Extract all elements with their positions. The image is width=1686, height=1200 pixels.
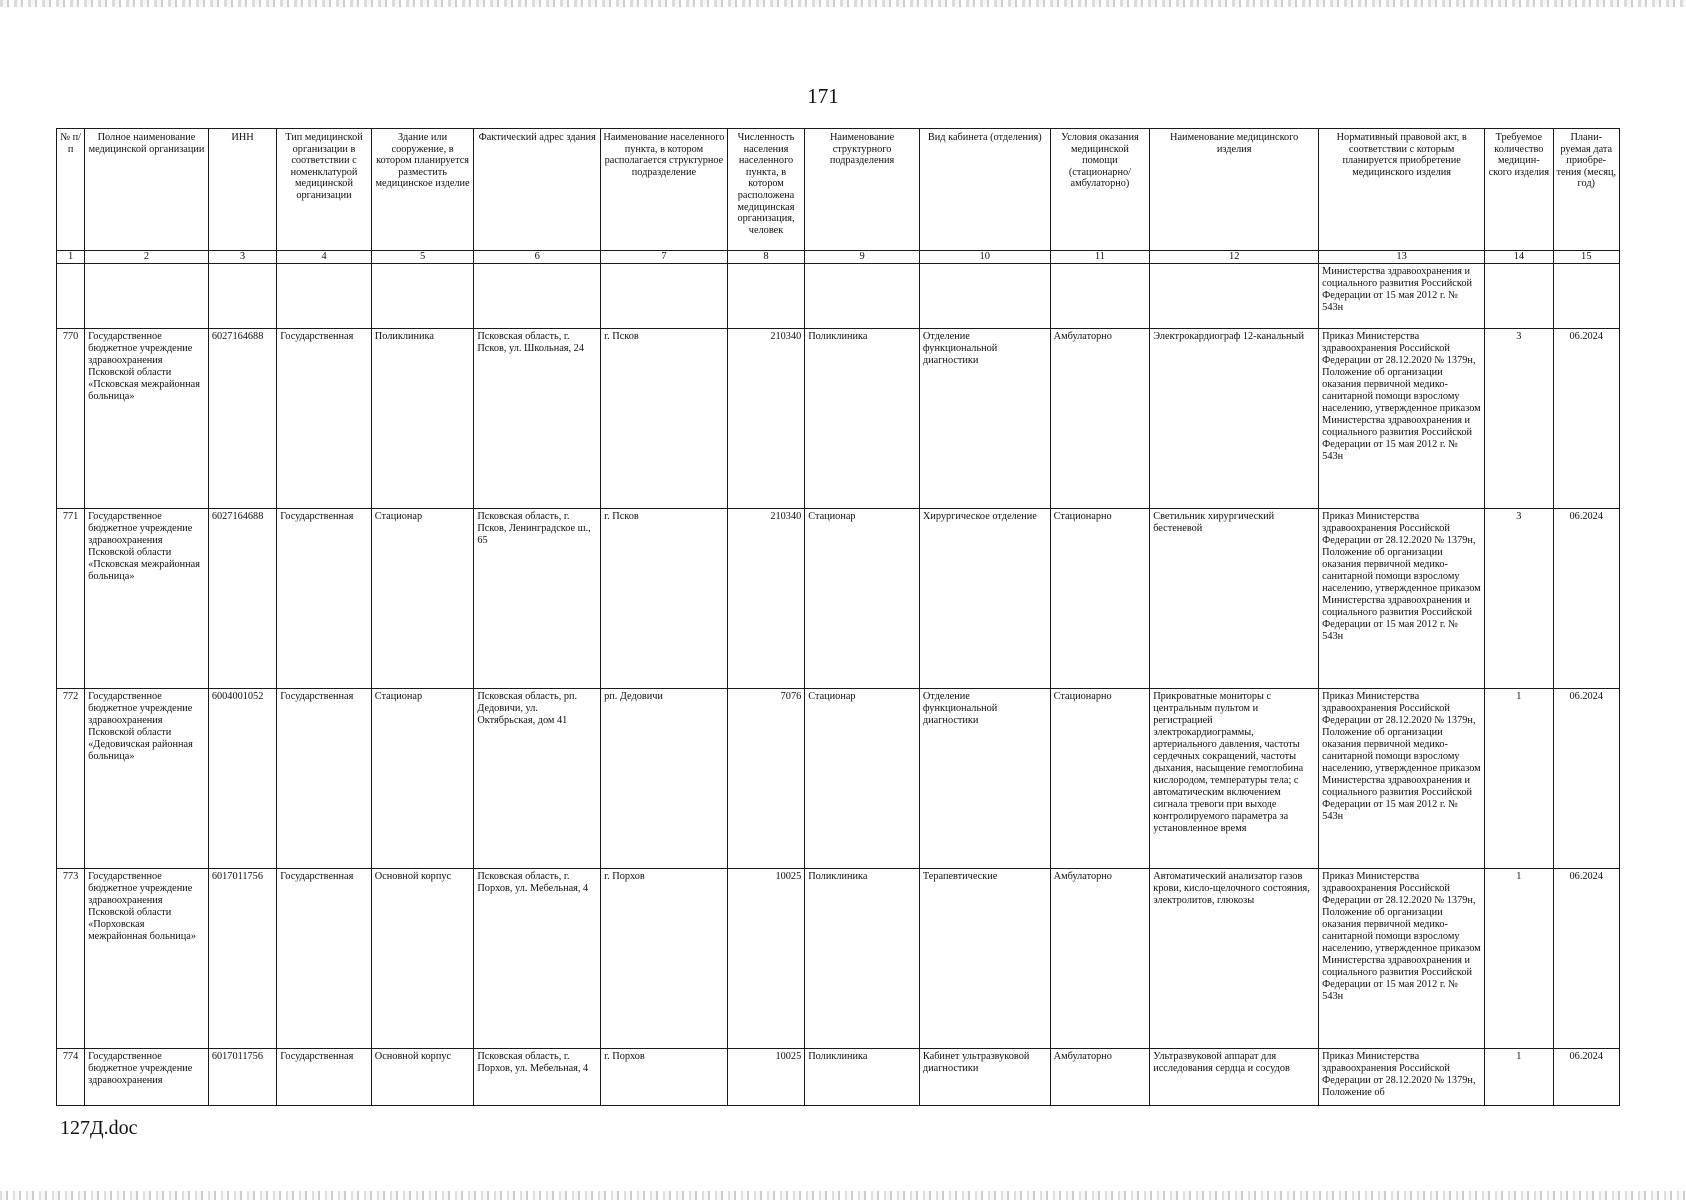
cell-address: Псковская область, рп. Дедовичи, ул. Октябрьская, дом 41	[474, 689, 601, 869]
cell-date: 06.2024	[1553, 329, 1619, 509]
table-row	[57, 1049, 1620, 1106]
cell-org: Государственное бюджетное учреждение здравоохранения Псковской области «Дедовичская районная больница»	[85, 689, 209, 869]
column-number: 13	[1319, 251, 1485, 264]
cell-building: Поликлиника	[371, 329, 474, 509]
cell-qty: 3	[1485, 509, 1553, 689]
header-locality: Наименование населенного пункта, в котором располагается структурное подразделение	[601, 129, 728, 251]
cell-type: Государственная	[277, 869, 372, 1049]
header-address: Фактический адрес здания	[474, 129, 601, 251]
cell-date: 06.2024	[1553, 689, 1619, 869]
table-row	[57, 329, 1620, 509]
cell-unit: Стационар	[805, 509, 920, 689]
cell-population: 7076	[727, 689, 804, 869]
cell-conditions: Стационарно	[1050, 689, 1150, 869]
column-number: 1	[57, 251, 85, 264]
cell-inn: 6017011756	[208, 1049, 276, 1106]
column-number: 4	[277, 251, 372, 264]
cell-office: Терапевтические	[919, 869, 1050, 1049]
cell-building: Стационар	[371, 689, 474, 869]
column-number: 12	[1150, 251, 1319, 264]
cell-device: Светильник хирургический бестеневой	[1150, 509, 1319, 689]
header-type: Тип медицинской организации в соответствии с номенклатурой медицинской организации	[277, 129, 372, 251]
header-inn: ИНН	[208, 129, 276, 251]
column-number-row	[57, 251, 1620, 264]
cell-inn: 6027164688	[208, 329, 276, 509]
table-row	[57, 689, 1620, 869]
cell-conditions: Амбулаторно	[1050, 1049, 1150, 1106]
header-org: Полное наименование медицинской организации	[85, 129, 209, 251]
cell-device: Электрокардиограф 12-канальный	[1150, 329, 1319, 509]
cell-address: Псковская область, г. Псков, Ленинградское ш., 65	[474, 509, 601, 689]
cell-office: Отделение функциональной диагностики	[919, 329, 1050, 509]
cell-qty: 1	[1485, 689, 1553, 869]
cell-act: Министерства здравоохранения и социального развития Российской Федерации от 15 мая 2012 г. № 543н	[1319, 264, 1485, 329]
cell-population: 10025	[727, 1049, 804, 1106]
cell-date: 06.2024	[1553, 1049, 1619, 1106]
cell-device: Ультразвуковой аппарат для исследования сердца и сосудов	[1150, 1049, 1319, 1106]
cell-address: Псковская область, г. Порхов, ул. Мебельная, 4	[474, 1049, 601, 1106]
header-building: Здание или сооружение, в котором планируется разместить медицинское изделие	[371, 129, 474, 251]
column-number: 5	[371, 251, 474, 264]
column-number: 3	[208, 251, 276, 264]
cell-type: Государственная	[277, 329, 372, 509]
medical-device-table	[56, 128, 1620, 1106]
column-number: 11	[1050, 251, 1150, 264]
header-date: Плани-руемая дата приобре-тения (месяц, год)	[1553, 129, 1619, 251]
header-act: Нормативный правовой акт, в соответствии с которым планируется приобретение медицинского изделия	[1319, 129, 1485, 251]
column-number: 15	[1553, 251, 1619, 264]
header-conditions: Условия оказания медицинской помощи (стационарно/ амбулаторно)	[1050, 129, 1150, 251]
cell-num: 774	[57, 1049, 85, 1106]
cell-num: 771	[57, 509, 85, 689]
cell-num: 772	[57, 689, 85, 869]
footer-filename: 127Д.doc	[60, 1117, 138, 1139]
column-number: 14	[1485, 251, 1553, 264]
cell-num: 770	[57, 329, 85, 509]
cell-act: Приказ Министерства здравоохранения Российской Федерации от 28.12.2020 № 1379н, Положение об организации оказания первичной медико-санитарной помощи взрослому населению, утвержденное приказом Министерства здравоохранения и социального развития Российской Федерации от 15 мая 2012 г. № 543н	[1319, 869, 1485, 1049]
cell-act: Приказ Министерства здравоохранения Российской Федерации от 28.12.2020 № 1379н, Положение об организации оказания первичной медико-санитарной помощи взрослому населению, утвержденное приказом Министерства здравоохранения и социального развития Российской Федерации от 15 мая 2012 г. № 543н	[1319, 509, 1485, 689]
header-population: Численность населения населенного пункта, в котором расположена медицинская организация, человек	[727, 129, 804, 251]
cell-qty: 1	[1485, 1049, 1553, 1106]
continuation-row	[57, 264, 1620, 329]
cell-org: Государственное бюджетное учреждение здравоохранения Псковской области «Псковская межрайонная больница»	[85, 329, 209, 509]
cell-qty: 1	[1485, 869, 1553, 1049]
table-row	[57, 509, 1620, 689]
cell-inn: 6004001052	[208, 689, 276, 869]
header-num: № п/п	[57, 129, 85, 251]
cell-type: Государственная	[277, 509, 372, 689]
cell-locality: г. Псков	[601, 329, 728, 509]
cell-conditions: Амбулаторно	[1050, 329, 1150, 509]
cell-device: Автоматический анализатор газов крови, кисло-щелочного состояния, электролитов, глюкозы	[1150, 869, 1319, 1049]
page-number: 171	[807, 84, 839, 108]
cell-conditions: Стационарно	[1050, 509, 1150, 689]
cell-office: Хирургическое отделение	[919, 509, 1050, 689]
column-number: 8	[727, 251, 804, 264]
cell-act: Приказ Министерства здравоохранения Российской Федерации от 28.12.2020 № 1379н, Положение об организации оказания первичной медико-санитарной помощи взрослому населению, утвержденное приказом Министерства здравоохранения и социального развития Российской Федерации от 15 мая 2012 г. № 543н	[1319, 329, 1485, 509]
header-row	[57, 129, 1620, 251]
header-unit: Наименование структурного подразделения	[805, 129, 920, 251]
cell-qty: 3	[1485, 329, 1553, 509]
header-qty: Требуемое количество медицин-ского изделия	[1485, 129, 1553, 251]
cell-address: Псковская область, г. Псков, ул. Школьная, 24	[474, 329, 601, 509]
cell-org: Государственное бюджетное учреждение здравоохранения Псковской области «Псковская межрайонная больница»	[85, 509, 209, 689]
cell-org: Государственное бюджетное учреждение здравоохранения Псковской области «Порховская межрайонная больница»	[85, 869, 209, 1049]
cell-office: Кабинет ультразвуковой диагностики	[919, 1049, 1050, 1106]
cell-type: Государственная	[277, 1049, 372, 1106]
cell-type: Государственная	[277, 689, 372, 869]
cell-act: Приказ Министерства здравоохранения Российской Федерации от 28.12.2020 № 1379н, Положение об	[1319, 1049, 1485, 1106]
cell-locality: рп. Дедовичи	[601, 689, 728, 869]
scan-edge-top	[0, 0, 1686, 7]
cell-unit: Стационар	[805, 689, 920, 869]
cell-building: Основной корпус	[371, 869, 474, 1049]
cell-locality: г. Порхов	[601, 1049, 728, 1106]
cell-date: 06.2024	[1553, 509, 1619, 689]
cell-unit: Поликлиника	[805, 329, 920, 509]
header-office: Вид кабинета (отделения)	[919, 129, 1050, 251]
cell-org: Государственное бюджетное учреждение здравоохранения	[85, 1049, 209, 1106]
cell-population: 210340	[727, 509, 804, 689]
cell-population: 210340	[727, 329, 804, 509]
cell-num: 773	[57, 869, 85, 1049]
cell-date: 06.2024	[1553, 869, 1619, 1049]
column-number: 6	[474, 251, 601, 264]
cell-building: Стационар	[371, 509, 474, 689]
cell-unit: Поликлиника	[805, 869, 920, 1049]
column-number: 10	[919, 251, 1050, 264]
column-number: 2	[85, 251, 209, 264]
cell-address: Псковская область, г. Порхов, ул. Мебельная, 4	[474, 869, 601, 1049]
scan-edge-bottom	[0, 1191, 1686, 1200]
cell-device: Прикроватные мониторы с центральным пультом и регистрацией электрокардиограммы, артериального давления, частоты сердечных сокращений, частоты дыхания, насыщение гемоглобина кислородом, температуры тела; с автоматическим включением сигнала тревоги при выходе контролируемого параметра за установленное время	[1150, 689, 1319, 869]
header-device: Наименование медицинского изделия	[1150, 129, 1319, 251]
cell-office: Отделение функциональной диагностики	[919, 689, 1050, 869]
column-number: 9	[805, 251, 920, 264]
cell-unit: Поликлиника	[805, 1049, 920, 1106]
table-row	[57, 869, 1620, 1049]
cell-inn: 6017011756	[208, 869, 276, 1049]
cell-population: 10025	[727, 869, 804, 1049]
cell-locality: г. Псков	[601, 509, 728, 689]
cell-act: Приказ Министерства здравоохранения Российской Федерации от 28.12.2020 № 1379н, Положение об организации оказания первичной медико-санитарной помощи взрослому населению, утвержденное приказом Министерства здравоохранения и социального развития Российской Федерации от 15 мая 2012 г. № 543н	[1319, 689, 1485, 869]
cell-building: Основной корпус	[371, 1049, 474, 1106]
cell-conditions: Амбулаторно	[1050, 869, 1150, 1049]
column-number: 7	[601, 251, 728, 264]
cell-inn: 6027164688	[208, 509, 276, 689]
cell-locality: г. Порхов	[601, 869, 728, 1049]
